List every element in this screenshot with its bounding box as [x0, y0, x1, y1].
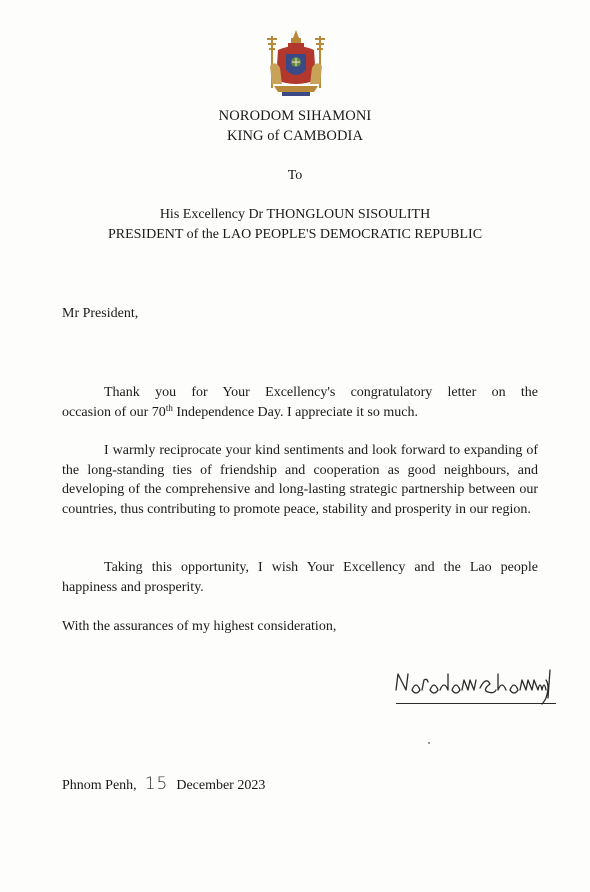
salutation: Mr President,	[62, 306, 139, 321]
sender-title: KING of CAMBODIA	[226, 128, 364, 144]
paragraph-1	[62, 383, 538, 422]
to-label: To	[287, 168, 303, 183]
place: Phnom Penh,	[62, 778, 137, 793]
addressee-line-2: PRESIDENT of the LAO PEOPLE'S DEMOCRATIC REPUBLIC	[107, 227, 483, 242]
paragraph-3: Taking this opportunity, I wish Your Excellency and the Lao people happiness and prosperity.	[62, 560, 538, 595]
addressee-line-1: His Excellency Dr THONGLOUN SISOULITH	[159, 207, 431, 222]
signature-underline	[396, 703, 556, 704]
sender-name: NORODOM SIHAMONI	[218, 108, 372, 124]
paragraph-1-line-2: occasion of our 70th Independence Day. I appreciate it so much.	[62, 402, 418, 420]
month-year: December 2023	[176, 778, 266, 793]
closing: With the assurances of my highest consideration,	[62, 619, 337, 634]
signature	[392, 660, 556, 708]
paragraph-1-line-1: Thank you for Your Excellency's congratulatory letter on the	[104, 385, 538, 400]
place-date	[62, 775, 538, 796]
paragraph-2: I warmly reciprocate your kind sentiments and look forward to expanding of the long-standing ties of friendship and cooperation as good neighbours, and developing of the comprehensive and long-lasting strategic partnership between our countries, thus contributing to promote peace, stability and prosperity in our region.	[62, 443, 538, 517]
paper-speck	[428, 742, 430, 744]
handwritten-day: 15	[144, 774, 169, 794]
royal-arms-of-cambodia-icon	[258, 26, 334, 102]
